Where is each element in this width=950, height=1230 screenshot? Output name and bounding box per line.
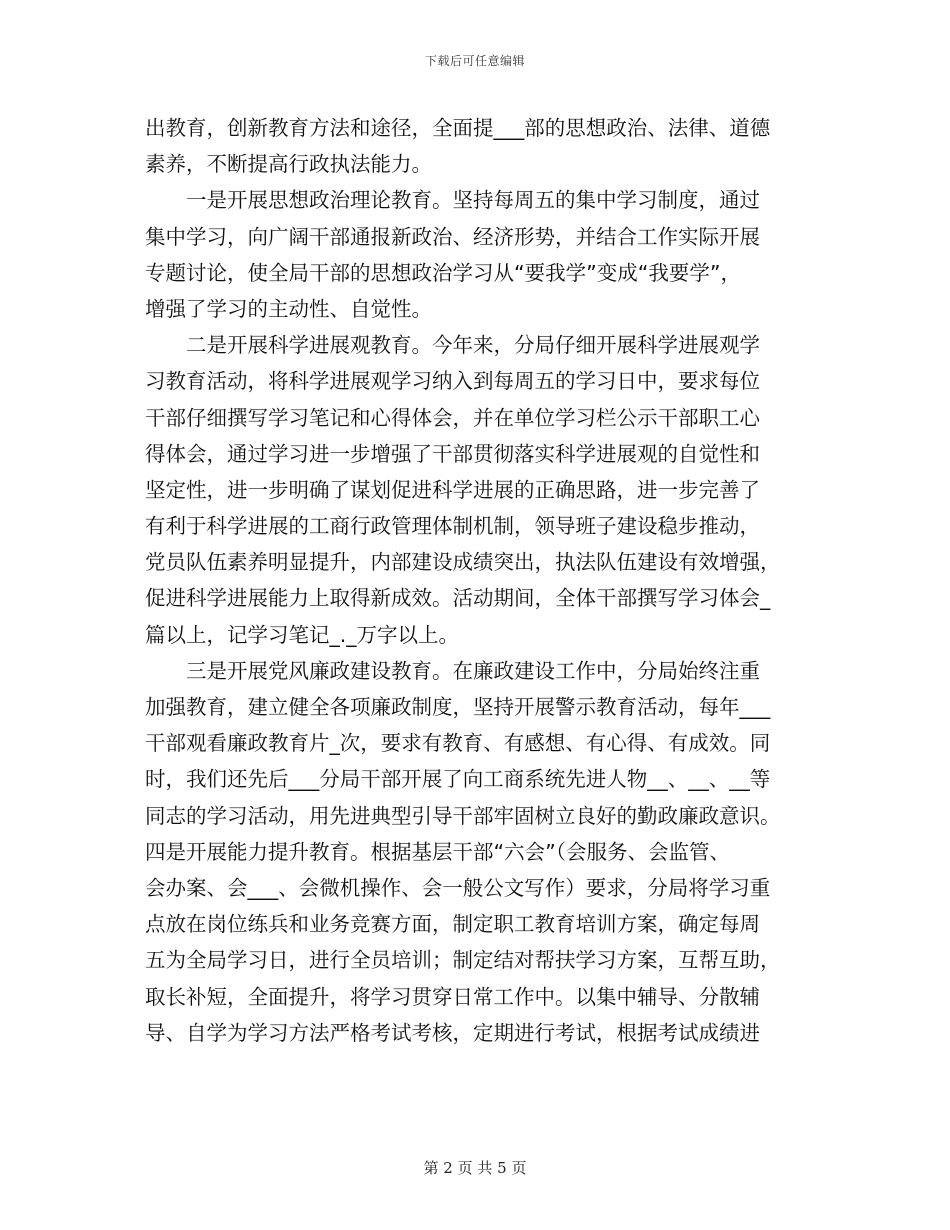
text-line: 五为全局学习日，进行全员培训；制定结对帮扶学习方案，互帮互助， xyxy=(145,948,781,973)
text-line: 四是开展能力提升教育。根据基层干部“六会”（会服务、会监管、 xyxy=(145,839,730,864)
page-header: 下载后可任意编辑 xyxy=(424,54,525,68)
text-line: 会办案、会___、会微机操作、会一般公文写作）要求，分局将学习重 xyxy=(145,875,771,900)
text-line: 点放在岗位练兵和业务竞赛方面，制定职工教育培训方案，确定每周 xyxy=(145,912,760,937)
text-line: 导、自学为学习方法严格考试考核，定期进行考试，根据考试成绩进 xyxy=(145,1020,760,1045)
text-line: 得体会，通过学习进一步增强了干部贯彻落实科学进展观的自觉性和 xyxy=(145,441,760,466)
text-line: 专题讨论，使全局干部的思想政治学习从“要我学”变成“我要学”， xyxy=(145,260,741,285)
text-line: 党员队伍素养明显提升，内部建设成绩突出，执法队伍建设有效增强， xyxy=(145,550,781,575)
text-line: 素养，不断提高行政执法能力。 xyxy=(145,152,432,177)
text-line: 同志的学习活动，用先进典型引导干部牢固树立良好的勤政廉政意识。 xyxy=(145,803,781,828)
body-text xyxy=(145,110,810,1051)
text-line: 加强教育，建立健全各项廉政制度，坚持开展警示教育活动，每年___ xyxy=(145,695,771,719)
text-line: 时，我们还先后___分局干部开展了向工商系统先进人物__、__、__等 xyxy=(145,767,771,792)
text-line: 干部观看廉政教育片_次，要求有教育、有感想、有心得、有成效。同 xyxy=(145,731,771,756)
text-line: 习教育活动，将科学进展观学习纳入到每周五的学习日中，要求每位 xyxy=(145,369,760,394)
text-line: 集中学习，向广阔干部通报新政治、经济形势，并结合工作实际开展 xyxy=(145,224,760,249)
text-line: 取长补短，全面提升，将学习贯穿日常工作中。以集中辅导、分散辅 xyxy=(145,984,760,1009)
text-line: 三是开展党风廉政建设教育。在廉政建设工作中，分局始终注重 xyxy=(145,658,760,683)
text-line: 促进科学进展能力上取得新成效。活动期间，全体干部撰写学习体会_ xyxy=(145,586,771,611)
text-line: 一是开展思想政治理论教育。坚持每周五的集中学习制度，通过 xyxy=(145,188,760,213)
text-line: 干部仔细撰写学习笔记和心得体会，并在单位学习栏公示干部职工心 xyxy=(145,405,760,430)
page-footer: 第 2 页 共 5 页 xyxy=(423,1159,527,1177)
text-line: 有利于科学进展的工商行政管理体制机制，领导班子建设稳步推动， xyxy=(145,514,760,539)
text-line: 篇以上，记学习笔记_._万字以上。 xyxy=(145,622,460,647)
text-line: 增强了学习的主动性、自觉性。 xyxy=(145,296,432,321)
text-line: 出教育，创新教育方法和途径，全面提___部的思想政治、法律、道德 xyxy=(145,116,771,140)
text-line: 坚定性，进一步明确了谋划促进科学进展的正确思路，进一步完善了 xyxy=(145,477,760,502)
text-line: 二是开展科学进展观教育。今年来，分局仔细开展科学进展观学 xyxy=(145,333,760,358)
